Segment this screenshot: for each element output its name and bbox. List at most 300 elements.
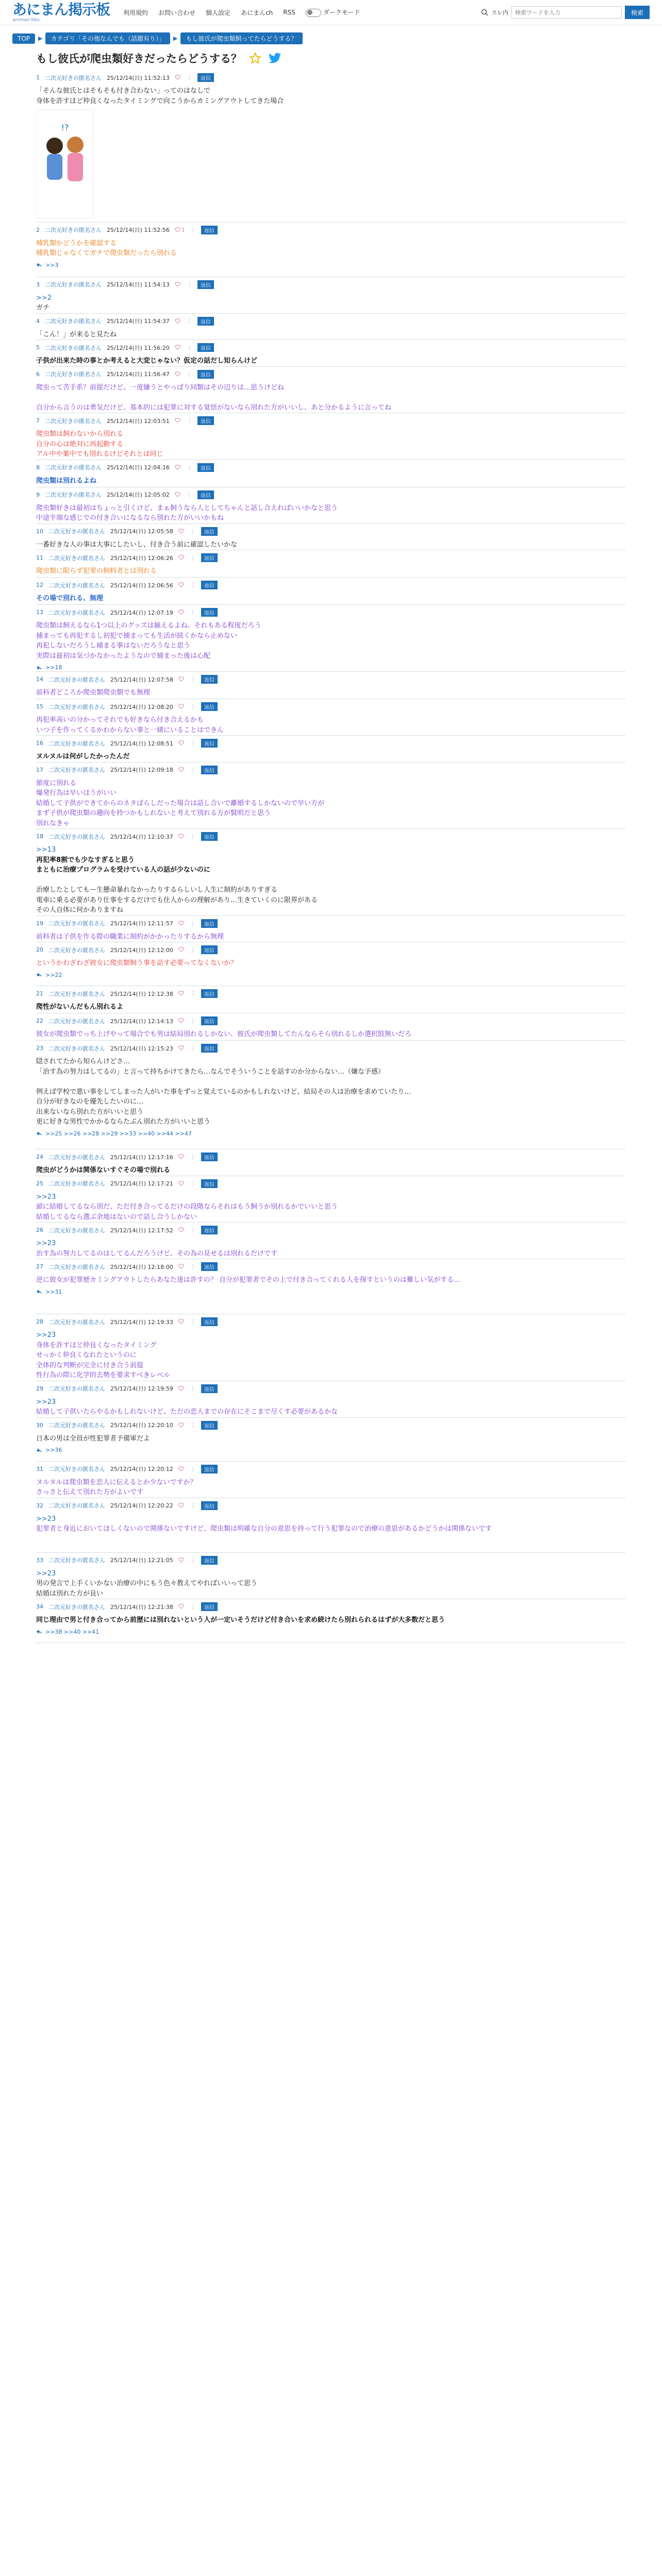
post-meta xyxy=(36,605,626,617)
reply-button[interactable]: 返信 xyxy=(201,1226,218,1234)
star-icon[interactable] xyxy=(249,52,261,64)
more-icon[interactable]: ⋮ xyxy=(190,1603,196,1610)
search-button[interactable]: 検索 xyxy=(625,6,650,19)
post-text: ヌルヌルは何がしたかったんだ xyxy=(36,753,130,760)
post-text: まともに治療プログラムを受けている人の話が少ないのに xyxy=(36,866,210,874)
post-number[interactable]: 18 xyxy=(36,833,43,840)
post-date: 25/12/14(日) 12:20:22 xyxy=(110,1502,173,1509)
post-date: 25/12/14(日) 11:52:56 xyxy=(107,227,170,233)
reply-button[interactable]: 返信 xyxy=(201,553,218,562)
like-button[interactable] xyxy=(178,1385,185,1392)
like-button[interactable] xyxy=(175,464,181,471)
post-meta xyxy=(36,1149,626,1161)
post-number[interactable]: 21 xyxy=(36,990,43,997)
more-icon[interactable]: ⋮ xyxy=(190,1227,196,1233)
reply-links xyxy=(36,1285,626,1295)
reply-button[interactable]: 返信 xyxy=(197,370,214,379)
reply-button[interactable]: 返信 xyxy=(201,1262,218,1271)
like-button[interactable] xyxy=(178,1018,185,1024)
post-text: ヌルヌルは爬虫類を恋人に伝えるとか少ないですか？ xyxy=(36,1478,197,1486)
reply-button[interactable]: 返信 xyxy=(201,1044,218,1053)
like-button[interactable] xyxy=(178,1045,185,1052)
like-button[interactable] xyxy=(178,1263,185,1270)
reply-button[interactable]: 返信 xyxy=(201,1556,218,1565)
logo-subtext: animan bbs. xyxy=(12,17,41,23)
dark-mode-toggle[interactable] xyxy=(306,8,360,17)
thread-header xyxy=(0,47,662,70)
reply-button[interactable]: 返信 xyxy=(201,1016,218,1025)
search-scope[interactable]: スレ内 xyxy=(491,9,508,16)
heart-icon xyxy=(178,703,184,709)
reply-button[interactable]: 返信 xyxy=(197,416,214,425)
post-date: 25/12/14(日) 12:12:38 xyxy=(110,990,173,997)
more-icon[interactable]: ⋮ xyxy=(190,1045,196,1052)
more-icon[interactable]: ⋮ xyxy=(190,609,196,616)
poster-name: 二次元好きの匿名さん xyxy=(48,1045,105,1052)
post-number[interactable]: 23 xyxy=(36,1045,43,1052)
like-button[interactable] xyxy=(178,554,185,561)
post-number[interactable]: 28 xyxy=(36,1318,43,1325)
search-input[interactable] xyxy=(511,6,622,19)
post-number[interactable]: 17 xyxy=(36,766,43,773)
post xyxy=(36,762,626,829)
reply-button[interactable]: 返信 xyxy=(201,766,218,774)
post-text: 自分の心は絶対に再起動する xyxy=(36,440,124,448)
more-icon[interactable]: ⋮ xyxy=(190,1465,196,1472)
post-number[interactable]: 33 xyxy=(36,1556,43,1564)
like-button[interactable] xyxy=(178,582,185,588)
more-icon[interactable]: ⋮ xyxy=(190,676,196,683)
reply-button[interactable]: 返信 xyxy=(201,1317,218,1326)
more-icon[interactable]: ⋮ xyxy=(190,833,196,840)
anchor-link[interactable]: >>23 xyxy=(36,1193,56,1201)
post-number[interactable]: 26 xyxy=(36,1227,43,1233)
like-button[interactable] xyxy=(178,1318,185,1325)
reply-button[interactable]: 返信 xyxy=(197,73,214,82)
post-number[interactable]: 34 xyxy=(36,1603,43,1610)
post-text: 一番好きな人の事は大事にしたいし、付き合う前に確認したいかな xyxy=(36,540,238,549)
post-date: 25/12/14(日) 12:06:56 xyxy=(110,582,173,589)
post-text: 性行為の際に化学的去勢を要求すべきレベル xyxy=(36,1371,170,1379)
more-icon[interactable]: ⋮ xyxy=(190,920,196,927)
reply-arrow-icon xyxy=(36,1629,42,1634)
more-icon[interactable]: ⋮ xyxy=(186,417,192,424)
poster-name: 二次元好きの匿名さん xyxy=(48,1180,105,1187)
like-count: 1 xyxy=(181,226,185,233)
like-button[interactable] xyxy=(175,227,185,233)
post-text: 男の発言で上手くいかない治療の中にもう色々教えてやればいいって思う xyxy=(36,1580,258,1587)
post xyxy=(36,605,626,672)
like-button[interactable] xyxy=(178,1422,185,1429)
post-body xyxy=(36,1188,626,1223)
post-number[interactable]: 20 xyxy=(36,946,43,953)
post-meta xyxy=(36,314,626,326)
nav-settings[interactable]: 個人設定 xyxy=(206,9,231,16)
reply-button[interactable]: 返信 xyxy=(201,1153,218,1161)
like-button[interactable] xyxy=(175,492,181,498)
post-number[interactable]: 16 xyxy=(36,740,43,747)
more-icon[interactable]: ⋮ xyxy=(190,1385,196,1392)
reply-button[interactable]: 返信 xyxy=(197,343,214,352)
post-number[interactable]: 24 xyxy=(36,1154,43,1160)
heart-icon xyxy=(178,1502,184,1508)
like-button[interactable] xyxy=(178,1154,185,1160)
post-body xyxy=(36,774,626,829)
more-icon[interactable]: ⋮ xyxy=(190,1502,196,1509)
post-number[interactable]: 1 xyxy=(36,74,40,81)
heart-icon xyxy=(175,417,180,423)
post-date: 25/12/14(日) 12:04:16 xyxy=(107,464,170,471)
post-number[interactable]: 29 xyxy=(36,1385,43,1392)
reply-button[interactable]: 返信 xyxy=(201,739,218,748)
post-meta xyxy=(36,1498,626,1510)
post-number[interactable]: 3 xyxy=(36,281,40,288)
reply-button[interactable]: 返信 xyxy=(201,1421,218,1430)
anchor-link[interactable]: >>13 xyxy=(36,846,56,854)
more-icon[interactable]: ⋮ xyxy=(186,491,192,498)
reply-anchor-list[interactable]: >>31 xyxy=(45,1288,62,1295)
heart-icon xyxy=(175,464,180,470)
like-button[interactable] xyxy=(178,528,185,535)
post-number[interactable]: 7 xyxy=(36,417,40,424)
reply-button[interactable]: 返信 xyxy=(201,989,218,998)
post xyxy=(36,1381,626,1418)
more-icon[interactable]: ⋮ xyxy=(190,528,196,535)
post-number[interactable]: 27 xyxy=(36,1263,43,1270)
post-text: 電車に乗る必要があり仕事をするだけでも住人からの理解があり…生きていくのに限界がある xyxy=(36,896,318,904)
more-icon[interactable]: ⋮ xyxy=(190,1556,196,1564)
like-button[interactable] xyxy=(178,703,185,710)
more-icon[interactable]: ⋮ xyxy=(190,1180,196,1187)
like-button[interactable] xyxy=(178,1466,185,1472)
post-date: 25/12/14(日) 12:03:51 xyxy=(107,417,170,425)
post-date: 25/12/14(日) 12:06:26 xyxy=(110,554,173,562)
reply-button[interactable]: 返信 xyxy=(201,1465,218,1473)
reply-button[interactable]: 返信 xyxy=(201,608,218,617)
heart-icon xyxy=(178,740,184,745)
more-icon[interactable]: ⋮ xyxy=(190,946,196,953)
reply-anchor-list[interactable]: >>36 xyxy=(45,1447,62,1453)
post-text: 結婚して子供いたらやるかもしれないけど、ただの恋人までの存在にそこまで尽くす必要があるかな xyxy=(36,1408,338,1416)
reply-button[interactable]: 返信 xyxy=(197,463,214,472)
reply-button[interactable]: 返信 xyxy=(197,317,214,326)
like-button[interactable] xyxy=(178,767,185,773)
more-icon[interactable]: ⋮ xyxy=(190,1318,196,1325)
like-button[interactable] xyxy=(175,318,181,325)
nav-animanch[interactable]: あにまんch xyxy=(241,9,273,16)
post-date: 25/12/14(日) 12:05:02 xyxy=(107,492,170,498)
post xyxy=(36,699,626,736)
like-button[interactable] xyxy=(178,740,185,747)
reply-anchor-list[interactable]: >>3 xyxy=(45,261,59,268)
anchor-link[interactable]: >>23 xyxy=(36,1240,56,1247)
reply-anchor-list[interactable]: >>38 >>40 >>41 xyxy=(45,1628,100,1635)
heart-icon xyxy=(178,676,184,682)
poster-name: 二次元好きの匿名さん xyxy=(48,703,105,710)
post xyxy=(36,1553,626,1600)
post-meta xyxy=(36,578,626,589)
site-logo[interactable] xyxy=(12,3,110,23)
post-text xyxy=(36,393,626,403)
reply-button[interactable]: 返信 xyxy=(201,945,218,954)
reply-button[interactable]: 返信 xyxy=(201,702,218,711)
anchor-link[interactable]: >>23 xyxy=(36,1398,56,1406)
heart-icon xyxy=(178,609,184,615)
post-date: 25/12/14(日) 12:21:05 xyxy=(110,1557,173,1564)
post-body xyxy=(36,1053,626,1127)
reply-links xyxy=(36,661,626,671)
post-text: 身体を許すほど仲良くなったタイミング xyxy=(36,1341,157,1349)
like-button[interactable] xyxy=(175,74,181,81)
heart-icon xyxy=(178,1154,184,1159)
more-icon[interactable]: ⋮ xyxy=(186,464,192,471)
more-icon[interactable]: ⋮ xyxy=(190,740,196,747)
post xyxy=(36,223,626,277)
post-number[interactable]: 6 xyxy=(36,370,40,378)
post-body xyxy=(36,1025,626,1040)
reply-button[interactable]: 返信 xyxy=(201,1501,218,1510)
post-text: 更に好きな男性でかかるならたぶん別れた方がいいと思う xyxy=(36,1118,211,1126)
heart-icon xyxy=(178,1603,184,1609)
post-body xyxy=(36,1161,626,1176)
post-meta xyxy=(36,1013,626,1025)
like-button[interactable] xyxy=(175,281,181,288)
post-number[interactable]: 19 xyxy=(36,920,43,927)
twitter-icon[interactable] xyxy=(269,52,282,64)
more-icon[interactable]: ⋮ xyxy=(186,281,192,288)
more-icon[interactable]: ⋮ xyxy=(186,74,192,81)
post xyxy=(36,672,626,699)
reply-button[interactable]: 返信 xyxy=(197,280,214,289)
heart-icon xyxy=(175,318,180,324)
reply-anchor-list[interactable]: >>25 >>26 >>28 >>29 >>33 >>40 >>44 >>47 xyxy=(45,1130,192,1137)
reply-button[interactable]: 返信 xyxy=(201,581,218,589)
post-date: 25/12/14(日) 12:09:18 xyxy=(110,767,173,773)
nav-terms[interactable]: 利用規約 xyxy=(123,9,148,16)
post-text: 爬虫がどうかは関係ないすぐその場で別れる xyxy=(36,1166,171,1174)
post-number[interactable]: 13 xyxy=(36,609,43,616)
post-number[interactable]: 10 xyxy=(36,528,43,535)
reply-arrow-icon xyxy=(36,972,42,977)
heart-icon xyxy=(178,1466,184,1471)
reply-button[interactable]: 返信 xyxy=(201,832,218,841)
post-body xyxy=(36,234,626,259)
post-text: 子供が出来た時の事とか考えると大変じゃない？仮定の話だし知らんけど xyxy=(36,357,258,365)
post-image[interactable] xyxy=(36,109,94,218)
post-number[interactable]: 5 xyxy=(36,344,40,351)
poster-name: 二次元好きの匿名さん xyxy=(48,1603,105,1611)
post-body xyxy=(36,954,626,969)
like-button[interactable] xyxy=(178,1557,185,1564)
post-body xyxy=(36,379,626,413)
reply-button[interactable]: 返信 xyxy=(201,527,218,536)
like-button[interactable] xyxy=(175,417,181,424)
post-text: さっさと伝えて別れた方がよいです xyxy=(36,1488,144,1496)
more-icon[interactable]: ⋮ xyxy=(190,703,196,710)
poster-name: 二次元好きの匿名さん xyxy=(48,1502,105,1509)
like-button[interactable] xyxy=(178,833,185,840)
post-number[interactable]: 11 xyxy=(36,554,43,561)
anchor-link[interactable]: >>23 xyxy=(36,1569,56,1578)
thread-title: もし彼氏が爬虫類好きだったらどうする？ xyxy=(36,53,242,65)
post-number[interactable]: 22 xyxy=(36,1018,43,1024)
like-button[interactable] xyxy=(178,990,185,997)
more-icon[interactable]: ⋮ xyxy=(190,554,196,561)
post-date: 25/12/14(日) 12:17:52 xyxy=(110,1227,173,1234)
post-text: 爬虫って苦手系？前提だけど、一度嫌うとやっぱり同類はその辺りは…思うけどね xyxy=(36,383,285,392)
post-text: アル中や薬中でも別れるけどそれとは同じ xyxy=(36,450,163,458)
toggle-switch[interactable] xyxy=(306,9,321,17)
post xyxy=(36,1223,626,1259)
heart-icon xyxy=(175,227,180,232)
post-number[interactable]: 2 xyxy=(36,226,40,233)
post-body xyxy=(36,326,626,340)
reply-button[interactable]: 返信 xyxy=(201,226,218,234)
more-icon[interactable]: ⋮ xyxy=(190,582,196,588)
reply-button[interactable]: 返信 xyxy=(197,490,214,499)
breadcrumb-category[interactable]: カテゴリ「その他なんでも（話題有り）」 xyxy=(45,32,170,44)
post-body xyxy=(36,998,626,1012)
post-number[interactable]: 15 xyxy=(36,703,43,710)
like-button[interactable] xyxy=(178,920,185,927)
post-date: 25/12/14(日) 12:19:33 xyxy=(110,1318,173,1326)
like-button[interactable] xyxy=(178,946,185,953)
more-icon[interactable]: ⋮ xyxy=(190,1421,196,1429)
more-icon[interactable]: ⋮ xyxy=(190,1154,196,1160)
more-icon[interactable]: ⋮ xyxy=(190,226,196,233)
post-number[interactable]: 12 xyxy=(36,582,43,588)
anchor-link[interactable]: >>23 xyxy=(36,1515,56,1523)
post-number[interactable]: 8 xyxy=(36,464,40,471)
poster-name: 二次元好きの匿名さん xyxy=(48,1422,105,1429)
reply-button[interactable]: 返信 xyxy=(201,1384,218,1393)
post-meta xyxy=(36,1223,626,1234)
post-body xyxy=(36,562,626,577)
reply-button[interactable]: 返信 xyxy=(201,675,218,684)
like-button[interactable] xyxy=(175,371,181,378)
post-date: 25/12/14(日) 12:19:59 xyxy=(110,1385,173,1392)
post-text: 爬虫類は別れるよね xyxy=(36,477,97,485)
post-body xyxy=(36,711,626,735)
more-icon[interactable]: ⋮ xyxy=(190,990,196,997)
post-body xyxy=(36,1326,626,1381)
like-button[interactable] xyxy=(178,676,185,683)
post-text: 結婚は別れた方が良い xyxy=(36,1589,104,1598)
reply-button[interactable]: 返信 xyxy=(201,1602,218,1611)
post xyxy=(36,1149,626,1176)
reply-anchor-list[interactable]: >>18 xyxy=(45,664,62,671)
post-text: 再犯率高いの分かってそれでも好きなら付き合えるかも xyxy=(36,716,204,724)
poster-name: 二次元好きの匿名さん xyxy=(45,281,102,288)
post-meta xyxy=(36,223,626,234)
heart-icon xyxy=(178,1018,184,1023)
post-number[interactable]: 30 xyxy=(36,1421,43,1429)
post-body xyxy=(36,425,626,460)
more-icon[interactable]: ⋮ xyxy=(190,1018,196,1024)
breadcrumb-top[interactable]: TOP xyxy=(12,33,35,44)
post-text: というかわざわざ彼女に爬虫類飼う事を話す必要ってなくないか？ xyxy=(36,959,238,967)
post-text: 出来ないなら別れた方がいいと思う xyxy=(36,1108,144,1116)
post-text: 前科者どころか爬虫類爬虫類でも無理 xyxy=(36,689,151,697)
like-button[interactable] xyxy=(178,609,185,616)
breadcrumb-thread[interactable]: もし彼氏が爬虫類飼ってたらどうする？ xyxy=(180,32,302,44)
nav-rss[interactable]: RSS xyxy=(283,9,295,16)
more-icon[interactable]: ⋮ xyxy=(190,766,196,773)
post-text: 頭に結婚してるなら別だ、ただ付き合ってるだけの段階ならそれはもう飼うか別れるかでいいと思う xyxy=(36,1203,338,1211)
heart-icon xyxy=(178,1385,184,1391)
nav-contact[interactable]: お問い合わせ xyxy=(158,9,196,16)
post-body xyxy=(36,1271,626,1285)
more-icon[interactable]: ⋮ xyxy=(186,317,192,325)
post xyxy=(36,1013,626,1041)
heart-icon xyxy=(178,767,184,772)
like-button[interactable] xyxy=(178,1603,185,1610)
post-body xyxy=(36,1473,626,1498)
post-text: 爬性がないんだもん別れるよ xyxy=(36,1003,124,1011)
reply-button[interactable]: 返信 xyxy=(201,919,218,928)
heart-icon xyxy=(178,833,184,839)
dark-mode-label: ダークモード xyxy=(323,9,360,16)
poster-name: 二次元好きの匿名さん xyxy=(48,1466,105,1472)
anchor-link[interactable]: >>23 xyxy=(36,1331,56,1339)
poster-name: 二次元好きの匿名さん xyxy=(45,464,102,471)
post-date: 25/12/14(日) 12:05:58 xyxy=(110,528,173,535)
post-meta xyxy=(36,1553,626,1565)
post-meta xyxy=(36,736,626,748)
post-number[interactable]: 14 xyxy=(36,676,43,683)
more-icon[interactable]: ⋮ xyxy=(190,1263,196,1270)
reply-anchor-list[interactable]: >>22 xyxy=(45,971,62,978)
post-body xyxy=(36,841,626,916)
post-meta xyxy=(36,1176,626,1188)
logo-text[interactable]: あにまん掲示板 xyxy=(12,1,110,18)
post xyxy=(36,1599,626,1643)
poster-name: 二次元好きの匿名さん xyxy=(48,582,105,589)
post-meta xyxy=(36,1418,626,1430)
like-button[interactable] xyxy=(175,344,181,351)
post-body xyxy=(36,928,626,942)
post xyxy=(36,986,626,1013)
post-number[interactable]: 25 xyxy=(36,1180,43,1187)
post-meta xyxy=(36,986,626,998)
post-text: 例えば学校で悪い事をしてしまった人がいた事をずっと覚えているのかもしれないけど、結局その人は治療を求めていたり… xyxy=(36,1088,411,1096)
like-button[interactable] xyxy=(178,1227,185,1233)
post-number[interactable]: 31 xyxy=(36,1465,43,1472)
post-date: 25/12/14(日) 12:10:37 xyxy=(110,833,173,840)
heart-icon xyxy=(178,1263,184,1269)
more-icon[interactable]: ⋮ xyxy=(186,370,192,378)
like-button[interactable] xyxy=(178,1502,185,1509)
post xyxy=(36,524,626,551)
reply-button[interactable]: 返信 xyxy=(201,1179,218,1188)
post-number[interactable]: 4 xyxy=(36,317,40,325)
post-date: 25/12/14(日) 12:21:38 xyxy=(110,1603,173,1611)
post-text: 爆発行為は早いほうがいい xyxy=(36,789,117,797)
post-meta xyxy=(36,942,626,954)
more-icon[interactable]: ⋮ xyxy=(186,344,192,351)
post-number[interactable]: 9 xyxy=(36,491,40,498)
post-date: 25/12/14(日) 11:56:20 xyxy=(107,344,170,351)
post-text: 日本の男は全員が性犯罪者予備軍だよ xyxy=(36,1434,151,1443)
post-date: 25/12/14(日) 12:20:10 xyxy=(110,1422,173,1429)
post-text: 再犯率8割でも少なすぎると思う xyxy=(36,856,135,864)
post-meta xyxy=(36,1314,626,1326)
like-button[interactable] xyxy=(178,1180,185,1187)
post xyxy=(36,1041,626,1149)
anchor-link[interactable]: >>2 xyxy=(36,294,52,302)
post-number[interactable]: 32 xyxy=(36,1502,43,1509)
post xyxy=(36,277,626,314)
